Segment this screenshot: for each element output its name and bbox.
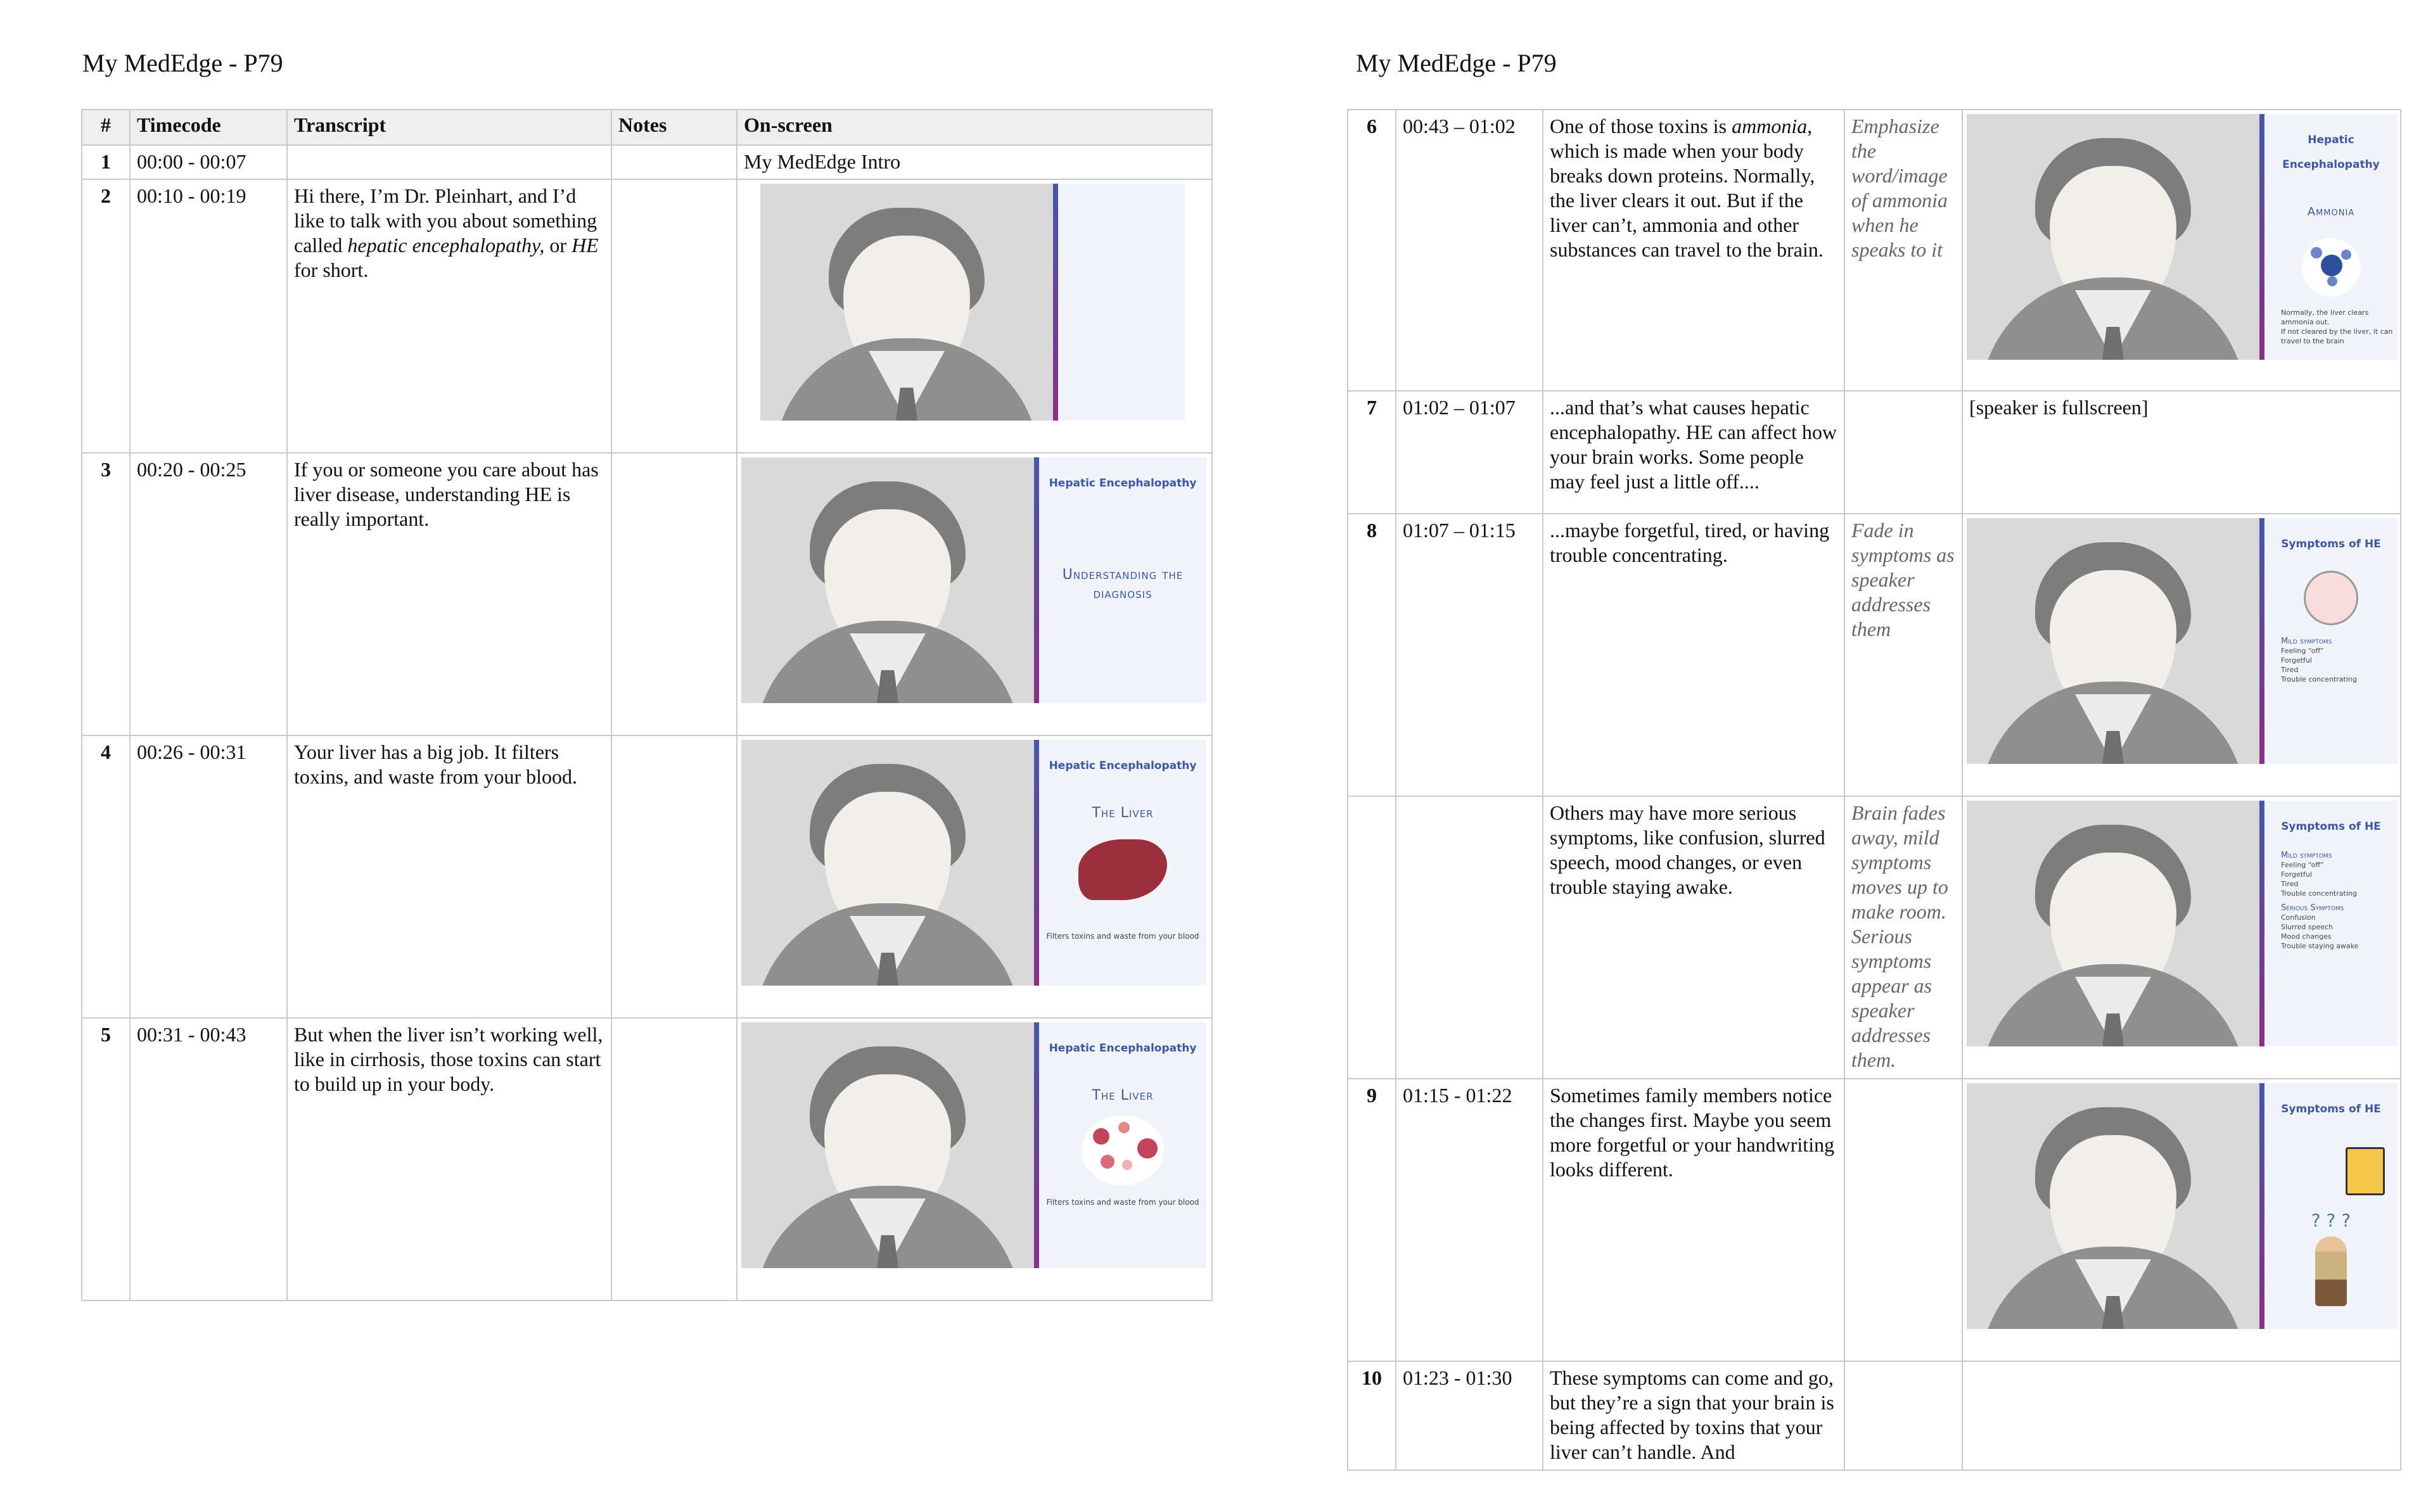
- question-marks-icon: ? ? ?: [2311, 1210, 2351, 1231]
- col-header-num: #: [82, 110, 130, 145]
- table-row: [82, 735, 1212, 1018]
- timecode: 01:15 - 01:22: [1396, 1079, 1543, 1361]
- notes: [1844, 1361, 1962, 1470]
- table-row: [1348, 514, 2401, 796]
- onscreen-shot: [1962, 514, 2401, 796]
- col-header-transcript: Transcript: [287, 110, 611, 145]
- notes: [1844, 1079, 1962, 1361]
- onscreen-shot: [1962, 110, 2401, 391]
- timecode: 00:43 – 01:02: [1396, 110, 1543, 391]
- slide-panel: [1039, 740, 1206, 986]
- timecode: 00:10 - 00:19: [130, 179, 287, 453]
- slide-divider: [2259, 801, 2264, 1046]
- slide-caption: Filters toxins and waste from your blood: [1046, 932, 1199, 941]
- slide-title: Symptoms of HE: [2281, 820, 2381, 833]
- symptom-item: Forgetful: [2281, 656, 2312, 664]
- liver-icon: [1078, 839, 1167, 900]
- row-number: 1: [82, 145, 130, 179]
- slide-divider: [1053, 184, 1058, 421]
- notes: [611, 1018, 737, 1300]
- speaker-placeholder: [1967, 114, 2259, 360]
- slide-divider: [2259, 1083, 2264, 1329]
- transcript: [287, 145, 611, 179]
- table-row: [82, 145, 1212, 179]
- symptom-item: Feeling “off”: [2281, 647, 2324, 655]
- transcript: If you or someone you care about has liver disease, understanding HE is really important.: [287, 453, 611, 735]
- slide-title: Hepatic Encephalopathy: [2282, 134, 2380, 171]
- notepad-icon: [2346, 1147, 2385, 1195]
- ammonia-molecule-icon: [2302, 238, 2360, 296]
- slide-caption: Filters toxins and waste from your blood: [1046, 1198, 1199, 1207]
- slide-subtitle: The Liver: [1092, 1088, 1154, 1103]
- storyboard-table-left: [81, 109, 1213, 1301]
- slide-panel-empty: [1058, 184, 1185, 421]
- header-row: [82, 110, 1212, 145]
- speaker-placeholder: [1967, 801, 2259, 1046]
- storyboard-table-right: [1347, 109, 2401, 1471]
- slide-title: Symptoms of HE: [2281, 538, 2381, 550]
- slide-panel: [1039, 1022, 1206, 1268]
- row-number: 10: [1348, 1361, 1396, 1470]
- slide-panel: [1039, 457, 1206, 703]
- slide-thumbnail: [1967, 801, 2398, 1046]
- transcript: These symptoms can come and go, but they’re a sign that your brain is being affected by toxins that your liver can’t handle. And: [1543, 1361, 1844, 1470]
- symptom-list: [2281, 851, 2398, 951]
- transcript: But when the liver isn’t working well, like in cirrhosis, those toxins can start to build up in your body.: [287, 1018, 611, 1300]
- bullet: Normally, the liver clears ammonia out.: [2281, 308, 2369, 326]
- symptom-list: [2281, 637, 2398, 684]
- table-row: [1348, 1079, 2401, 1361]
- notes: [1844, 391, 1962, 514]
- onscreen-text: My MedEdge Intro: [737, 145, 1212, 179]
- slide-title: Hepatic Encephalopathy: [1049, 477, 1197, 490]
- speaker-placeholder: [741, 457, 1034, 703]
- speaker-placeholder: [1967, 518, 2259, 764]
- speaker-placeholder: [760, 184, 1053, 421]
- slide-divider: [1034, 740, 1039, 986]
- slide-thumbnail: [1967, 518, 2398, 764]
- symptom-item: Slurred speech: [2281, 923, 2334, 931]
- speaker-placeholder: [1967, 1083, 2259, 1329]
- transcript: Sometimes family members notice the changes first. Maybe you seem more forgetful or your handwriting looks different.: [1543, 1079, 1844, 1361]
- speaker-placeholder: [741, 740, 1034, 986]
- symptom-item: Mood changes: [2281, 932, 2332, 941]
- slide-bullets: [2281, 308, 2398, 346]
- table-row: [82, 453, 1212, 735]
- onscreen-shot: [737, 735, 1212, 1018]
- table-row: [82, 1018, 1212, 1300]
- row-number: 5: [82, 1018, 130, 1300]
- notes: [611, 453, 737, 735]
- onscreen-shot: [737, 453, 1212, 735]
- slide-divider: [1034, 1022, 1039, 1268]
- row-number: 6: [1348, 110, 1396, 391]
- slide-divider: [2259, 114, 2264, 360]
- slide-subtitle: Ammonia: [2307, 205, 2355, 219]
- slide-thumbnail: [1967, 1083, 2398, 1329]
- slide-panel: [2264, 114, 2398, 360]
- brain-icon: [2304, 571, 2358, 625]
- onscreen-shot: [737, 179, 1212, 453]
- notes: Emphasize the word/image of ammonia when he speaks to it: [1844, 110, 1962, 391]
- row-number: 4: [82, 735, 130, 1018]
- slide-subtitle: Understanding the diagnosis: [1062, 567, 1184, 602]
- onscreen-shot: [1962, 1079, 2401, 1361]
- symptom-item: Forgetful: [2281, 870, 2312, 879]
- slide-title: Hepatic Encephalopathy: [1049, 1042, 1197, 1055]
- page-title-left: My MedEdge - P79: [82, 49, 283, 77]
- slide-subtitle: The Liver: [1092, 805, 1154, 821]
- onscreen-shot: [737, 1018, 1212, 1300]
- onscreen-empty: [1962, 1361, 2401, 1470]
- notes: [611, 735, 737, 1018]
- mild-symptoms-header: Mild symptoms: [2281, 637, 2332, 646]
- slide-thumbnail: [741, 457, 1206, 703]
- table-row: [1348, 391, 2401, 514]
- symptom-item: Feeling “off”: [2281, 861, 2324, 869]
- notes: [611, 179, 737, 453]
- symptom-item: Confusion: [2281, 913, 2316, 922]
- row-number: [1348, 796, 1396, 1079]
- slide-panel: [2264, 801, 2398, 1046]
- table-row: [82, 179, 1212, 453]
- onscreen-shot: [1962, 796, 2401, 1079]
- onscreen-text: [speaker is fullscreen]: [1962, 391, 2401, 514]
- transcript: One of those toxins is ammonia, which is made when your body breaks down proteins. Normally, the liver clears it out. But if the liver can’t, ammonia and other substances can travel to the brain.: [1543, 110, 1844, 391]
- transcript: Your liver has a big job. It filters toxins, and waste from your blood.: [287, 735, 611, 1018]
- slide-panel: [2264, 518, 2398, 764]
- symptom-item: Trouble concentrating: [2281, 889, 2357, 898]
- row-number: 7: [1348, 391, 1396, 514]
- timecode: 00:26 - 00:31: [130, 735, 287, 1018]
- row-number: 3: [82, 453, 130, 735]
- row-number: 8: [1348, 514, 1396, 796]
- toxin-particles-icon: [1082, 1115, 1164, 1185]
- slide-thumbnail: [760, 184, 1185, 421]
- row-number: 9: [1348, 1079, 1396, 1361]
- symptom-item: Trouble staying awake: [2281, 942, 2359, 950]
- timecode: [1396, 796, 1543, 1079]
- table-row: [1348, 796, 2401, 1079]
- symptom-item: Tired: [2281, 666, 2299, 674]
- col-header-timecode: Timecode: [130, 110, 287, 145]
- timecode: 01:02 – 01:07: [1396, 391, 1543, 514]
- slide-thumbnail: [741, 740, 1206, 986]
- timecode: 00:00 - 00:07: [130, 145, 287, 179]
- transcript: ...maybe forgetful, tired, or having trouble concentrating.: [1543, 514, 1844, 796]
- timecode: 01:23 - 01:30: [1396, 1361, 1543, 1470]
- speaker-placeholder: [741, 1022, 1034, 1268]
- notes: [611, 145, 737, 179]
- transcript: Hi there, I’m Dr. Pleinhart, and I’d like to talk with you about something called hepatic encephalopathy, or HE for short.: [287, 179, 611, 453]
- slide-thumbnail: [741, 1022, 1206, 1268]
- notes: Brain fades away, mild symptoms moves up to make room. Serious symptoms appear as speaker addresses them.: [1844, 796, 1962, 1079]
- slide-thumbnail: [1967, 114, 2398, 360]
- mild-symptoms-header: Mild symptoms: [2281, 851, 2332, 860]
- timecode: 00:31 - 00:43: [130, 1018, 287, 1300]
- transcript: ...and that’s what causes hepatic encephalopathy. HE can affect how your brain works. Some people may feel just a little off....: [1543, 391, 1844, 514]
- col-header-onscreen: On-screen: [737, 110, 1212, 145]
- col-header-notes: Notes: [611, 110, 737, 145]
- symptom-item: Tired: [2281, 880, 2299, 888]
- slide-title: Symptoms of HE: [2281, 1103, 2381, 1115]
- page-title-right: My MedEdge - P79: [1356, 49, 1557, 77]
- row-number: 2: [82, 179, 130, 453]
- slide-divider: [2259, 518, 2264, 764]
- slide-panel: [2264, 1083, 2398, 1329]
- bullet: If not cleared by the liver, it can travel to the brain: [2281, 327, 2393, 345]
- table-row: [1348, 110, 2401, 391]
- slide-divider: [1034, 457, 1039, 703]
- transcript: Others may have more serious symptoms, like confusion, slurred speech, mood changes, or even trouble staying awake.: [1543, 796, 1844, 1079]
- elderly-person-icon: [2315, 1236, 2347, 1306]
- symptom-item: Trouble concentrating: [2281, 675, 2357, 683]
- timecode: 00:20 - 00:25: [130, 453, 287, 735]
- notes: Fade in symptoms as speaker addresses them: [1844, 514, 1962, 796]
- serious-symptoms-header: Serious Symptoms: [2281, 903, 2344, 913]
- timecode: 01:07 – 01:15: [1396, 514, 1543, 796]
- table-row: [1348, 1361, 2401, 1470]
- slide-title: Hepatic Encephalopathy: [1049, 759, 1197, 772]
